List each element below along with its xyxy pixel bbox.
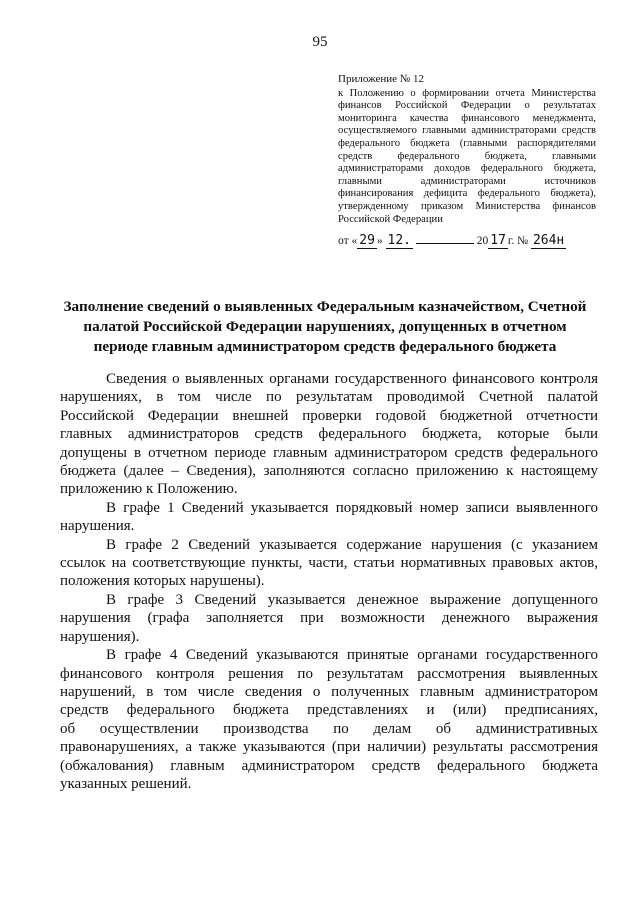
paragraph (60, 591, 598, 646)
text-line: ссылок на соответствующие пункты, части, статьи нормативных правовых актов, (60, 555, 598, 572)
appendix-line: финансирования дефицита федерального бюджета), (338, 188, 596, 200)
order-year: 17 (490, 233, 506, 248)
heading-line: палатой Российской Федерации нарушениях, допущенных в отчетном (83, 318, 567, 335)
text-line: финансового контроля решения по результатам рассмотрения выявленных (60, 665, 598, 682)
appendix-header (338, 73, 596, 226)
appendix-line: финансов Российской Федерации о результатах (338, 100, 596, 112)
paragraph (60, 536, 598, 591)
text-line: бюджета (далее – Сведения), заполняются согласно приложению к настоящему (60, 463, 598, 480)
text-line: допущены в отчетном периоде главным администратором средств федерального (60, 444, 598, 461)
order-year-prefix: 20 (476, 235, 489, 247)
paragraph (60, 370, 598, 499)
order-mid: » (376, 235, 383, 247)
appendix-line: главными администраторами источников (338, 175, 596, 187)
text-line: Сведения о выявленных органами государственного финансового контроля (106, 371, 598, 387)
text-line: нарушения (графа заполняется при возможности денежного выражения (60, 610, 598, 627)
page-number: 95 (312, 34, 328, 50)
appendix-line: федерального бюджета (главными распорядителями (338, 137, 596, 149)
appendix-line: утвержденному приказом Министерства финансов (338, 200, 596, 212)
text-line: указанных решений. (60, 775, 192, 792)
text-line: В графе 1 Сведений указывается порядковый номер записи выявленного (106, 499, 598, 516)
text-line: правонарушениях, а также указываются (при наличии) результаты рассмотрения (60, 739, 598, 756)
order-reference (338, 233, 608, 249)
appendix-line: средств федерального бюджета, главными (338, 150, 596, 162)
appendix-line: осуществляемого главными администраторами средств (338, 125, 596, 137)
appendix-line: Российской Федерации (338, 213, 443, 225)
text-line: В графе 3 Сведений указывается денежное выражение допущенного (106, 591, 598, 608)
body-text (60, 370, 598, 793)
order-number-label: г. № (507, 235, 529, 247)
heading-line: периоде главным администратором средств федерального бюджета (93, 338, 557, 355)
text-line: положения которых нарушены). (60, 573, 265, 590)
text-line: нарушений, в том числе сведения о полученных главным администратором (60, 683, 598, 700)
order-month: 12. (387, 233, 412, 248)
text-line: нарушения). (60, 628, 140, 645)
appendix-title: Приложение № 12 (338, 73, 425, 85)
order-blank-line (416, 243, 474, 244)
order-number: 264н (532, 233, 565, 248)
text-line: нарушения. (60, 518, 135, 535)
order-day: 29 (359, 233, 375, 248)
document-heading (60, 297, 590, 357)
text-line: В графе 2 Сведений указывается содержание нарушения (с указанием (106, 536, 598, 553)
appendix-line: мониторинга качества финансового менеджмента, (338, 112, 596, 124)
heading-line: Заполнение сведений о выявленных Федеральным казначейством, Счетной (63, 298, 587, 315)
order-prefix: от « (338, 235, 358, 247)
text-line: (обжалования) главным администратором средств федерального бюджета (60, 757, 598, 774)
text-line: Российской Федерации внешней проверки годовой бюджетной отчетности (60, 407, 598, 424)
text-line: В графе 4 Сведений указываются принятые органами государственного (106, 647, 598, 664)
appendix-line: к Положению о формировании отчета Министерства (338, 87, 596, 99)
paragraph (60, 646, 598, 793)
text-line: нарушениях, в том числе по результатам проводимой Счетной палатой (60, 389, 598, 406)
appendix-line: администраторами доходов федерального бюджета, (338, 163, 596, 175)
text-line: об осуществлении производства по делам об административных (60, 720, 598, 737)
text-line: главных администраторов средств федерального бюджета, которые были (60, 426, 598, 443)
paragraph (60, 499, 598, 536)
text-line: средств федерального бюджета представлениях и (или) предписаниях, (60, 702, 598, 719)
text-line: приложению к Положению. (60, 481, 238, 498)
